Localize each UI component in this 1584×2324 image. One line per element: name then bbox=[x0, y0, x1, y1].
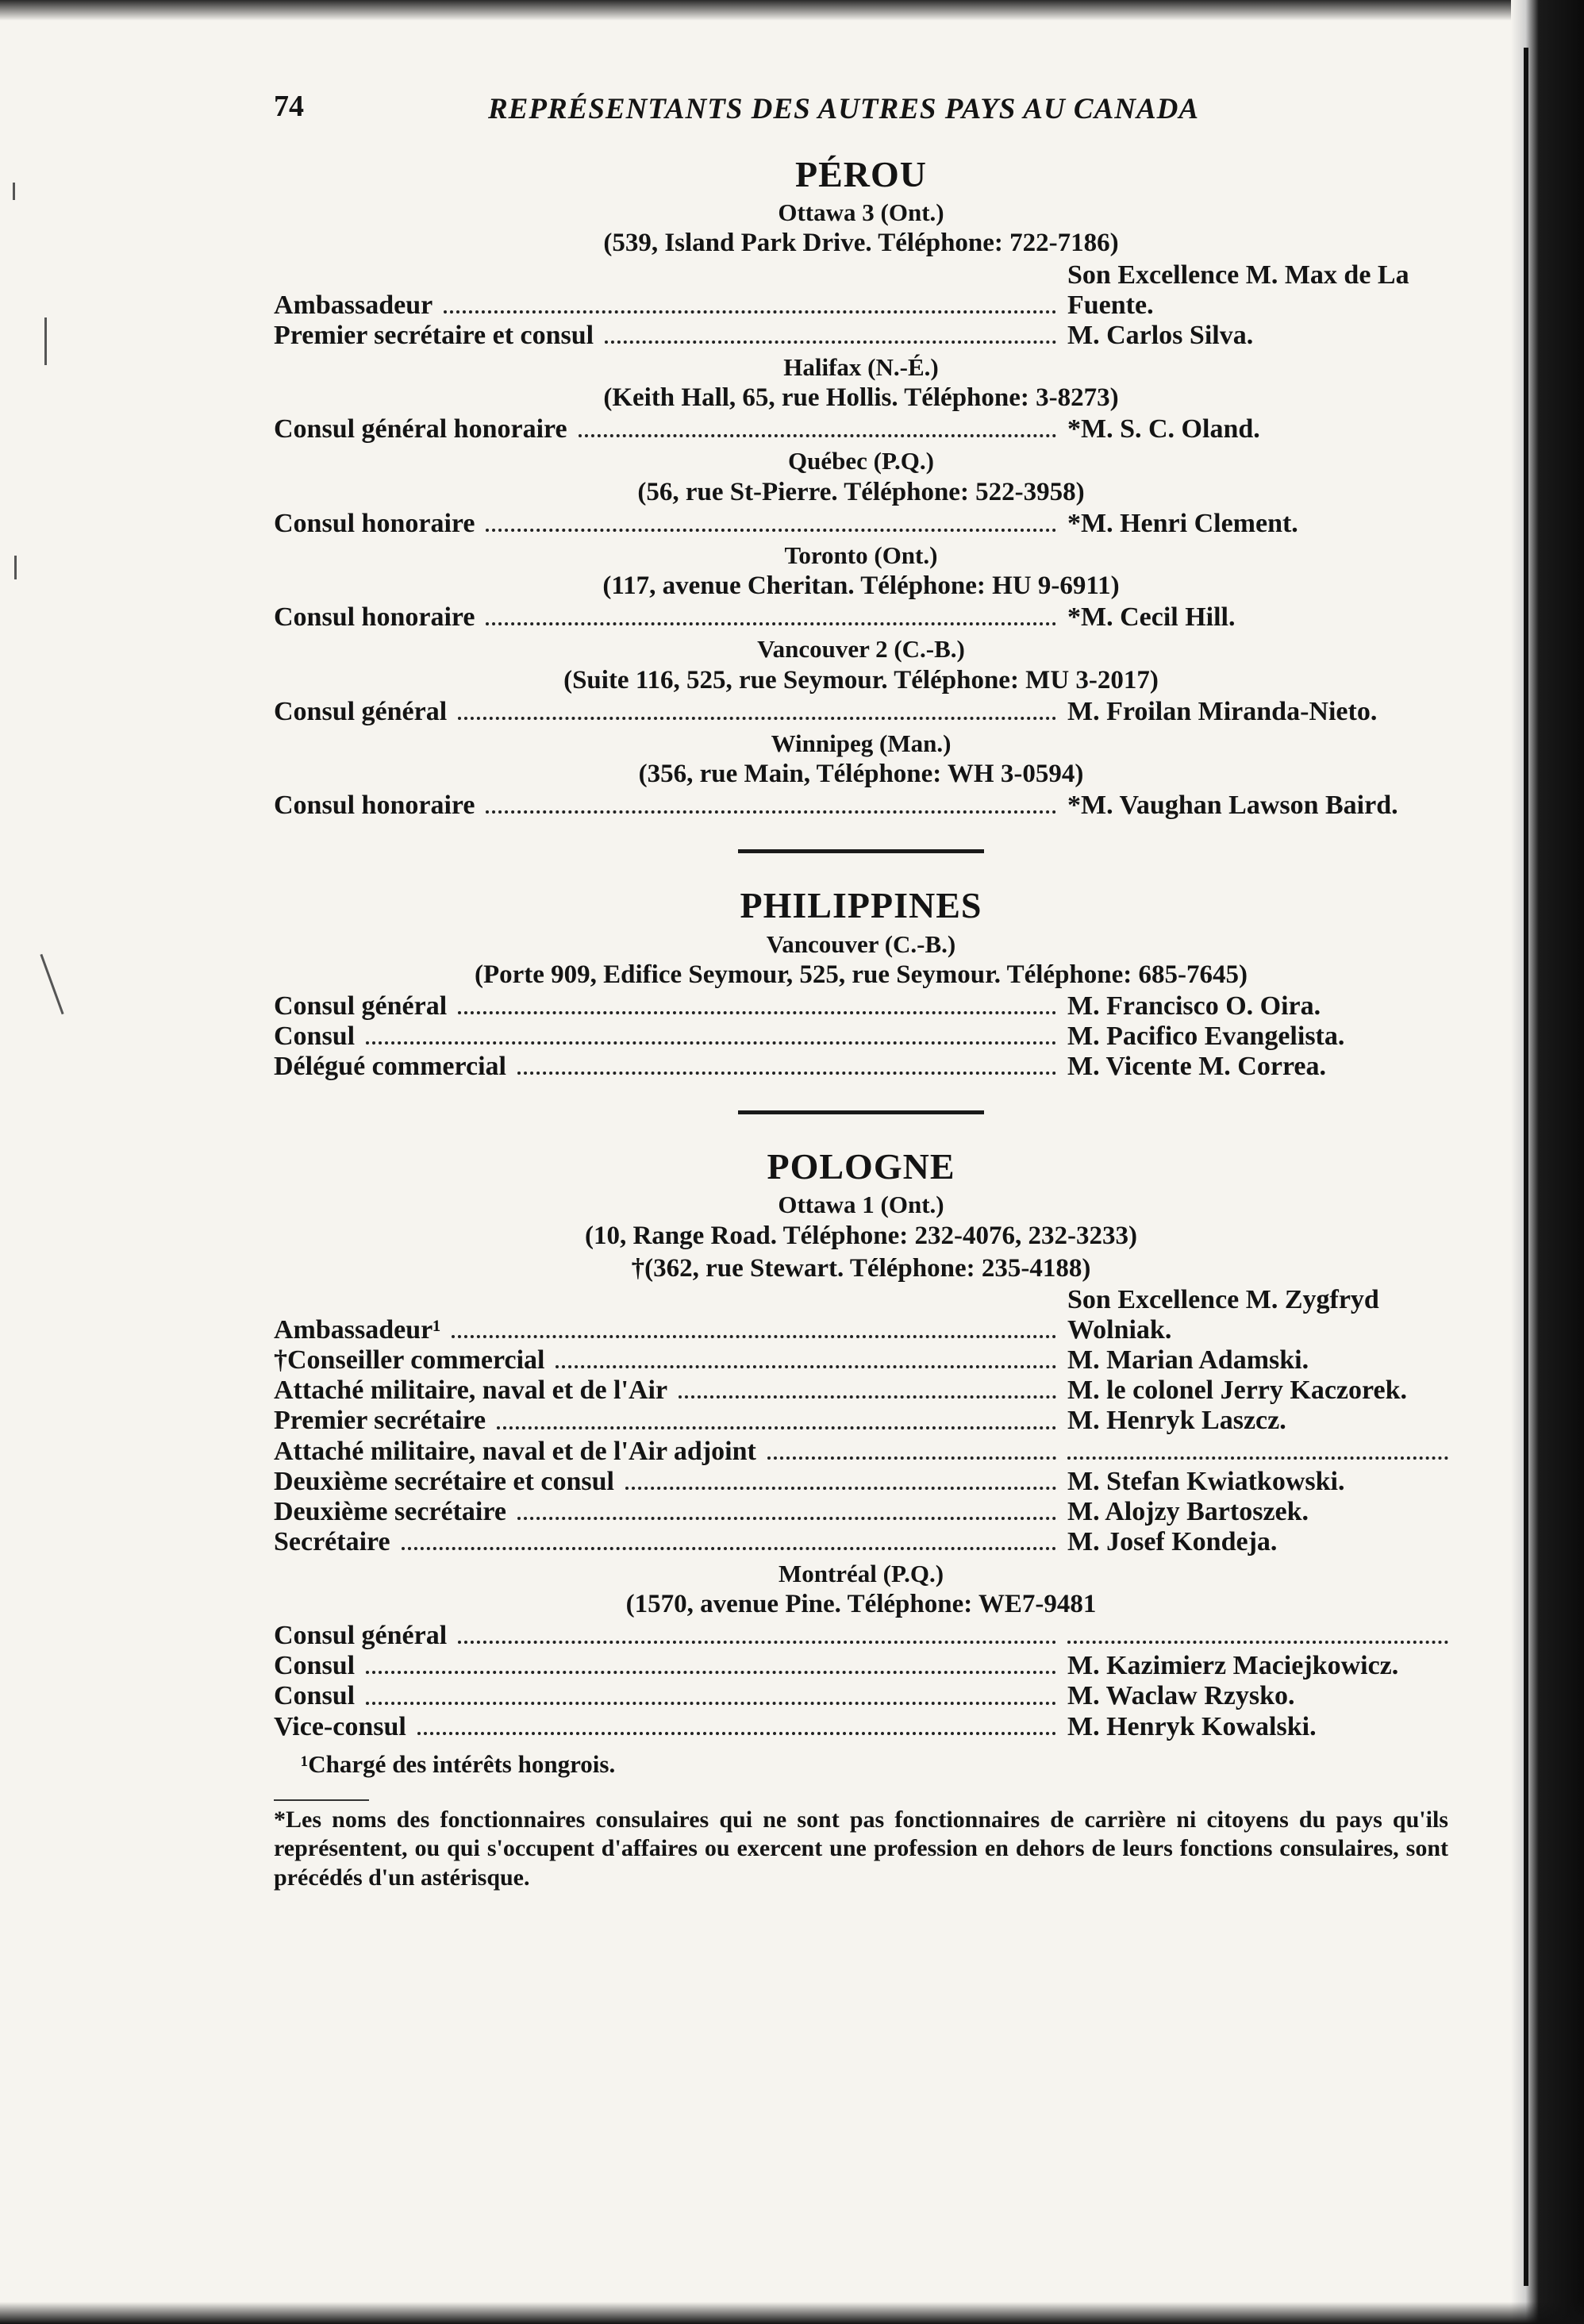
post-ottawa bbox=[274, 198, 1448, 351]
entry-title: Consul général bbox=[274, 1621, 448, 1651]
post-montreal bbox=[274, 1559, 1448, 1742]
post-city: Vancouver 2 (C.-B.) bbox=[757, 635, 965, 664]
entry-row bbox=[274, 791, 1448, 821]
section-divider bbox=[738, 1110, 984, 1114]
entry-title: Consul honoraire bbox=[274, 602, 475, 633]
entry-name: Son Excellence M. Max de La Fuente. bbox=[1067, 260, 1409, 320]
entry-title: Attaché militaire, naval et de l'Air adjoint bbox=[274, 1436, 756, 1466]
entry-row bbox=[274, 1467, 1448, 1497]
post-city: Toronto (Ont.) bbox=[784, 541, 938, 569]
leader-dots bbox=[486, 529, 1056, 532]
leader-dots bbox=[458, 1641, 1056, 1644]
post-address: (Keith Hall, 65, rue Hollis. Téléphone: 3-8273) bbox=[603, 383, 1119, 413]
book-spine-line bbox=[1524, 48, 1528, 2286]
entry-title: Deuxième secrétaire et consul bbox=[274, 1466, 614, 1496]
leader-dots bbox=[486, 810, 1056, 814]
entry-title: Vice-consul bbox=[274, 1711, 406, 1741]
entry-title: Ambassadeur¹ bbox=[274, 1315, 441, 1345]
scan-edge-top bbox=[0, 0, 1584, 21]
entry-title: Délégué commercial bbox=[274, 1052, 506, 1082]
entry-row bbox=[274, 1681, 1448, 1711]
asterisk-notice: *Les noms des fonctionnaires consulaires qui ne sont pas fonctionnaires de carrière ni citoyens du pays qu'ils représentent, ou qui s'occupent d'affaires ou exercent une profession en dehors de leurs fonctions consulaires, sont précédés d'un astérisque. bbox=[274, 1806, 1448, 1891]
post-address: (Porte 909, Edifice Seymour, 525, rue Seymour. Téléphone: 685-7645) bbox=[474, 960, 1248, 989]
post-ottawa bbox=[274, 1190, 1448, 1556]
entry-name: *M. Henri Clement. bbox=[1067, 508, 1298, 538]
entry-name-vacant bbox=[1067, 1456, 1448, 1460]
entry-row bbox=[274, 414, 1448, 444]
section-divider bbox=[738, 849, 984, 853]
entry-row bbox=[274, 1651, 1448, 1681]
post-address: (Suite 116, 525, rue Seymour. Téléphone: MU 3-2017) bbox=[563, 665, 1159, 695]
entry-name: *M. Cecil Hill. bbox=[1067, 602, 1236, 633]
entry-title: Consul général bbox=[274, 991, 448, 1022]
footnote-separator bbox=[274, 1799, 369, 1801]
entry-name: M. Henryk Kowalski. bbox=[1067, 1711, 1317, 1741]
entry-row bbox=[274, 1052, 1448, 1082]
entry-name: M. le colonel Jerry Kaczorek. bbox=[1067, 1376, 1407, 1406]
post-address-commercial: †(362, rue Stewart. Téléphone: 235-4188) bbox=[631, 1253, 1091, 1283]
leader-dots bbox=[452, 1335, 1056, 1338]
post-address: (117, avenue Cheritan. Téléphone: HU 9-6911) bbox=[602, 571, 1120, 601]
entry-title: Consul bbox=[274, 1681, 356, 1711]
entry-row bbox=[274, 1285, 1448, 1345]
post-city: Montréal (P.Q.) bbox=[778, 1559, 944, 1587]
scan-edge-right bbox=[1511, 0, 1584, 2324]
entry-title: Attaché militaire, naval et de l'Air bbox=[274, 1376, 668, 1406]
leader-dots bbox=[366, 1041, 1056, 1045]
leader-dots bbox=[517, 1072, 1056, 1075]
post-city: Ottawa 3 (Ont.) bbox=[778, 198, 944, 227]
entry-name: M. Kazimierz Maciejkowicz. bbox=[1067, 1651, 1399, 1681]
country-section-pologne bbox=[274, 1145, 1448, 1892]
leader-dots bbox=[458, 1011, 1056, 1014]
post-city: Vancouver (C.-B.) bbox=[766, 929, 956, 958]
entry-row bbox=[274, 1406, 1448, 1436]
leader-dots bbox=[366, 1702, 1056, 1705]
entry-title: Ambassadeur bbox=[274, 290, 433, 320]
entry-row bbox=[274, 1497, 1448, 1527]
entry-name: M. Vicente M. Correa. bbox=[1067, 1052, 1327, 1082]
entry-title: Consul honoraire bbox=[274, 791, 475, 821]
scan-edge-bottom bbox=[0, 2302, 1584, 2324]
entry-name: *M. Vaughan Lawson Baird. bbox=[1067, 791, 1398, 821]
post-halifax bbox=[274, 352, 1448, 445]
leader-dots bbox=[625, 1487, 1056, 1490]
entry-name: M. Waclaw Rzysko. bbox=[1067, 1681, 1295, 1711]
running-title: REPRÉSENTANTS DES AUTRES PAYS AU CANADA bbox=[488, 93, 1200, 125]
entry-row bbox=[274, 1345, 1448, 1376]
leader-dots bbox=[767, 1456, 1056, 1460]
post-city: Winnipeg (Man.) bbox=[771, 729, 952, 757]
entry-name: M. Pacifico Evangelista. bbox=[1067, 1022, 1345, 1052]
post-city: Halifax (N.-É.) bbox=[783, 352, 939, 381]
entry-title: Consul bbox=[274, 1651, 356, 1681]
entry-name: M. Marian Adamski. bbox=[1067, 1345, 1309, 1376]
leader-dots bbox=[417, 1732, 1056, 1735]
entry-title: Consul honoraire bbox=[274, 508, 475, 538]
entry-row bbox=[274, 602, 1448, 633]
entry-row bbox=[274, 1712, 1448, 1742]
entry-name: M. Josef Kondeja. bbox=[1067, 1526, 1278, 1556]
entry-row bbox=[274, 1437, 1448, 1467]
entry-name-vacant bbox=[1067, 1640, 1448, 1644]
directory-content bbox=[274, 152, 1448, 1892]
leader-dots bbox=[486, 622, 1056, 625]
entry-title: Premier secrétaire bbox=[274, 1406, 486, 1436]
post-city: Ottawa 1 (Ont.) bbox=[778, 1191, 944, 1219]
leader-dots bbox=[579, 434, 1056, 437]
entry-name: M. Francisco O. Oira. bbox=[1067, 991, 1321, 1022]
post-quebec bbox=[274, 446, 1448, 539]
entry-title: †Conseiller commercial bbox=[274, 1345, 545, 1376]
entry-row bbox=[274, 509, 1448, 539]
entry-row bbox=[274, 697, 1448, 727]
entry-title: Consul général honoraire bbox=[274, 414, 567, 444]
leader-dots bbox=[605, 341, 1056, 344]
leader-dots bbox=[444, 310, 1056, 314]
entry-name: M. Henryk Laszcz. bbox=[1067, 1406, 1286, 1436]
leader-dots bbox=[458, 717, 1056, 720]
leader-dots bbox=[366, 1671, 1056, 1674]
post-address: (539, Island Park Drive. Téléphone: 722-7186) bbox=[603, 229, 1119, 258]
leader-dots bbox=[497, 1426, 1056, 1429]
scan-edge-left-marks bbox=[5, 159, 60, 1032]
entry-row bbox=[274, 1376, 1448, 1406]
country-heading: PHILIPPINES bbox=[740, 885, 982, 926]
post-address: (1570, avenue Pine. Téléphone: WE7-9481 bbox=[625, 1590, 1097, 1619]
entry-row bbox=[274, 1621, 1448, 1651]
entry-row bbox=[274, 1527, 1448, 1557]
country-heading: PÉROU bbox=[795, 154, 927, 194]
entry-title: Secrétaire bbox=[274, 1526, 390, 1556]
page-number: 74 bbox=[274, 90, 304, 123]
entry-name: M. Froilan Miranda-Nieto. bbox=[1067, 696, 1378, 726]
entry-row bbox=[274, 991, 1448, 1022]
post-toronto bbox=[274, 541, 1448, 633]
country-section-philippines bbox=[274, 883, 1448, 1082]
leader-dots bbox=[556, 1365, 1056, 1368]
entry-name: M. Alojzy Bartoszek. bbox=[1067, 1496, 1309, 1526]
entry-title: Deuxième secrétaire bbox=[274, 1496, 506, 1526]
page-header bbox=[274, 83, 1282, 130]
entry-name: Son Excellence M. Zygfryd Wolniak. bbox=[1067, 1285, 1379, 1345]
post-city: Québec (P.Q.) bbox=[788, 447, 934, 475]
entry-title: Premier secrétaire et consul bbox=[274, 320, 594, 350]
post-vancouver bbox=[274, 634, 1448, 727]
footnote: ¹Chargé des intérêts hongrois. bbox=[301, 1749, 616, 1778]
entry-title: Consul bbox=[274, 1022, 356, 1052]
entry-row bbox=[274, 321, 1448, 351]
post-winnipeg bbox=[274, 729, 1448, 821]
country-section-perou bbox=[274, 152, 1448, 821]
entry-name: M. Stefan Kwiatkowski. bbox=[1067, 1466, 1345, 1496]
leader-dots bbox=[517, 1517, 1056, 1520]
post-address: (10, Range Road. Téléphone: 232-4076, 232-3233) bbox=[584, 1221, 1138, 1250]
leader-dots bbox=[679, 1395, 1056, 1399]
post-vancouver bbox=[274, 929, 1448, 1083]
entry-title: Consul général bbox=[274, 696, 448, 726]
post-address: (56, rue St-Pierre. Téléphone: 522-3958) bbox=[637, 477, 1085, 506]
entry-row bbox=[274, 1022, 1448, 1052]
entry-name: *M. S. C. Oland. bbox=[1067, 414, 1260, 444]
entry-name: M. Carlos Silva. bbox=[1067, 320, 1254, 350]
post-address: (356, rue Main, Téléphone: WH 3-0594) bbox=[638, 760, 1084, 789]
entry-row bbox=[274, 260, 1448, 321]
leader-dots bbox=[402, 1547, 1056, 1550]
country-heading: POLOGNE bbox=[767, 1146, 955, 1187]
